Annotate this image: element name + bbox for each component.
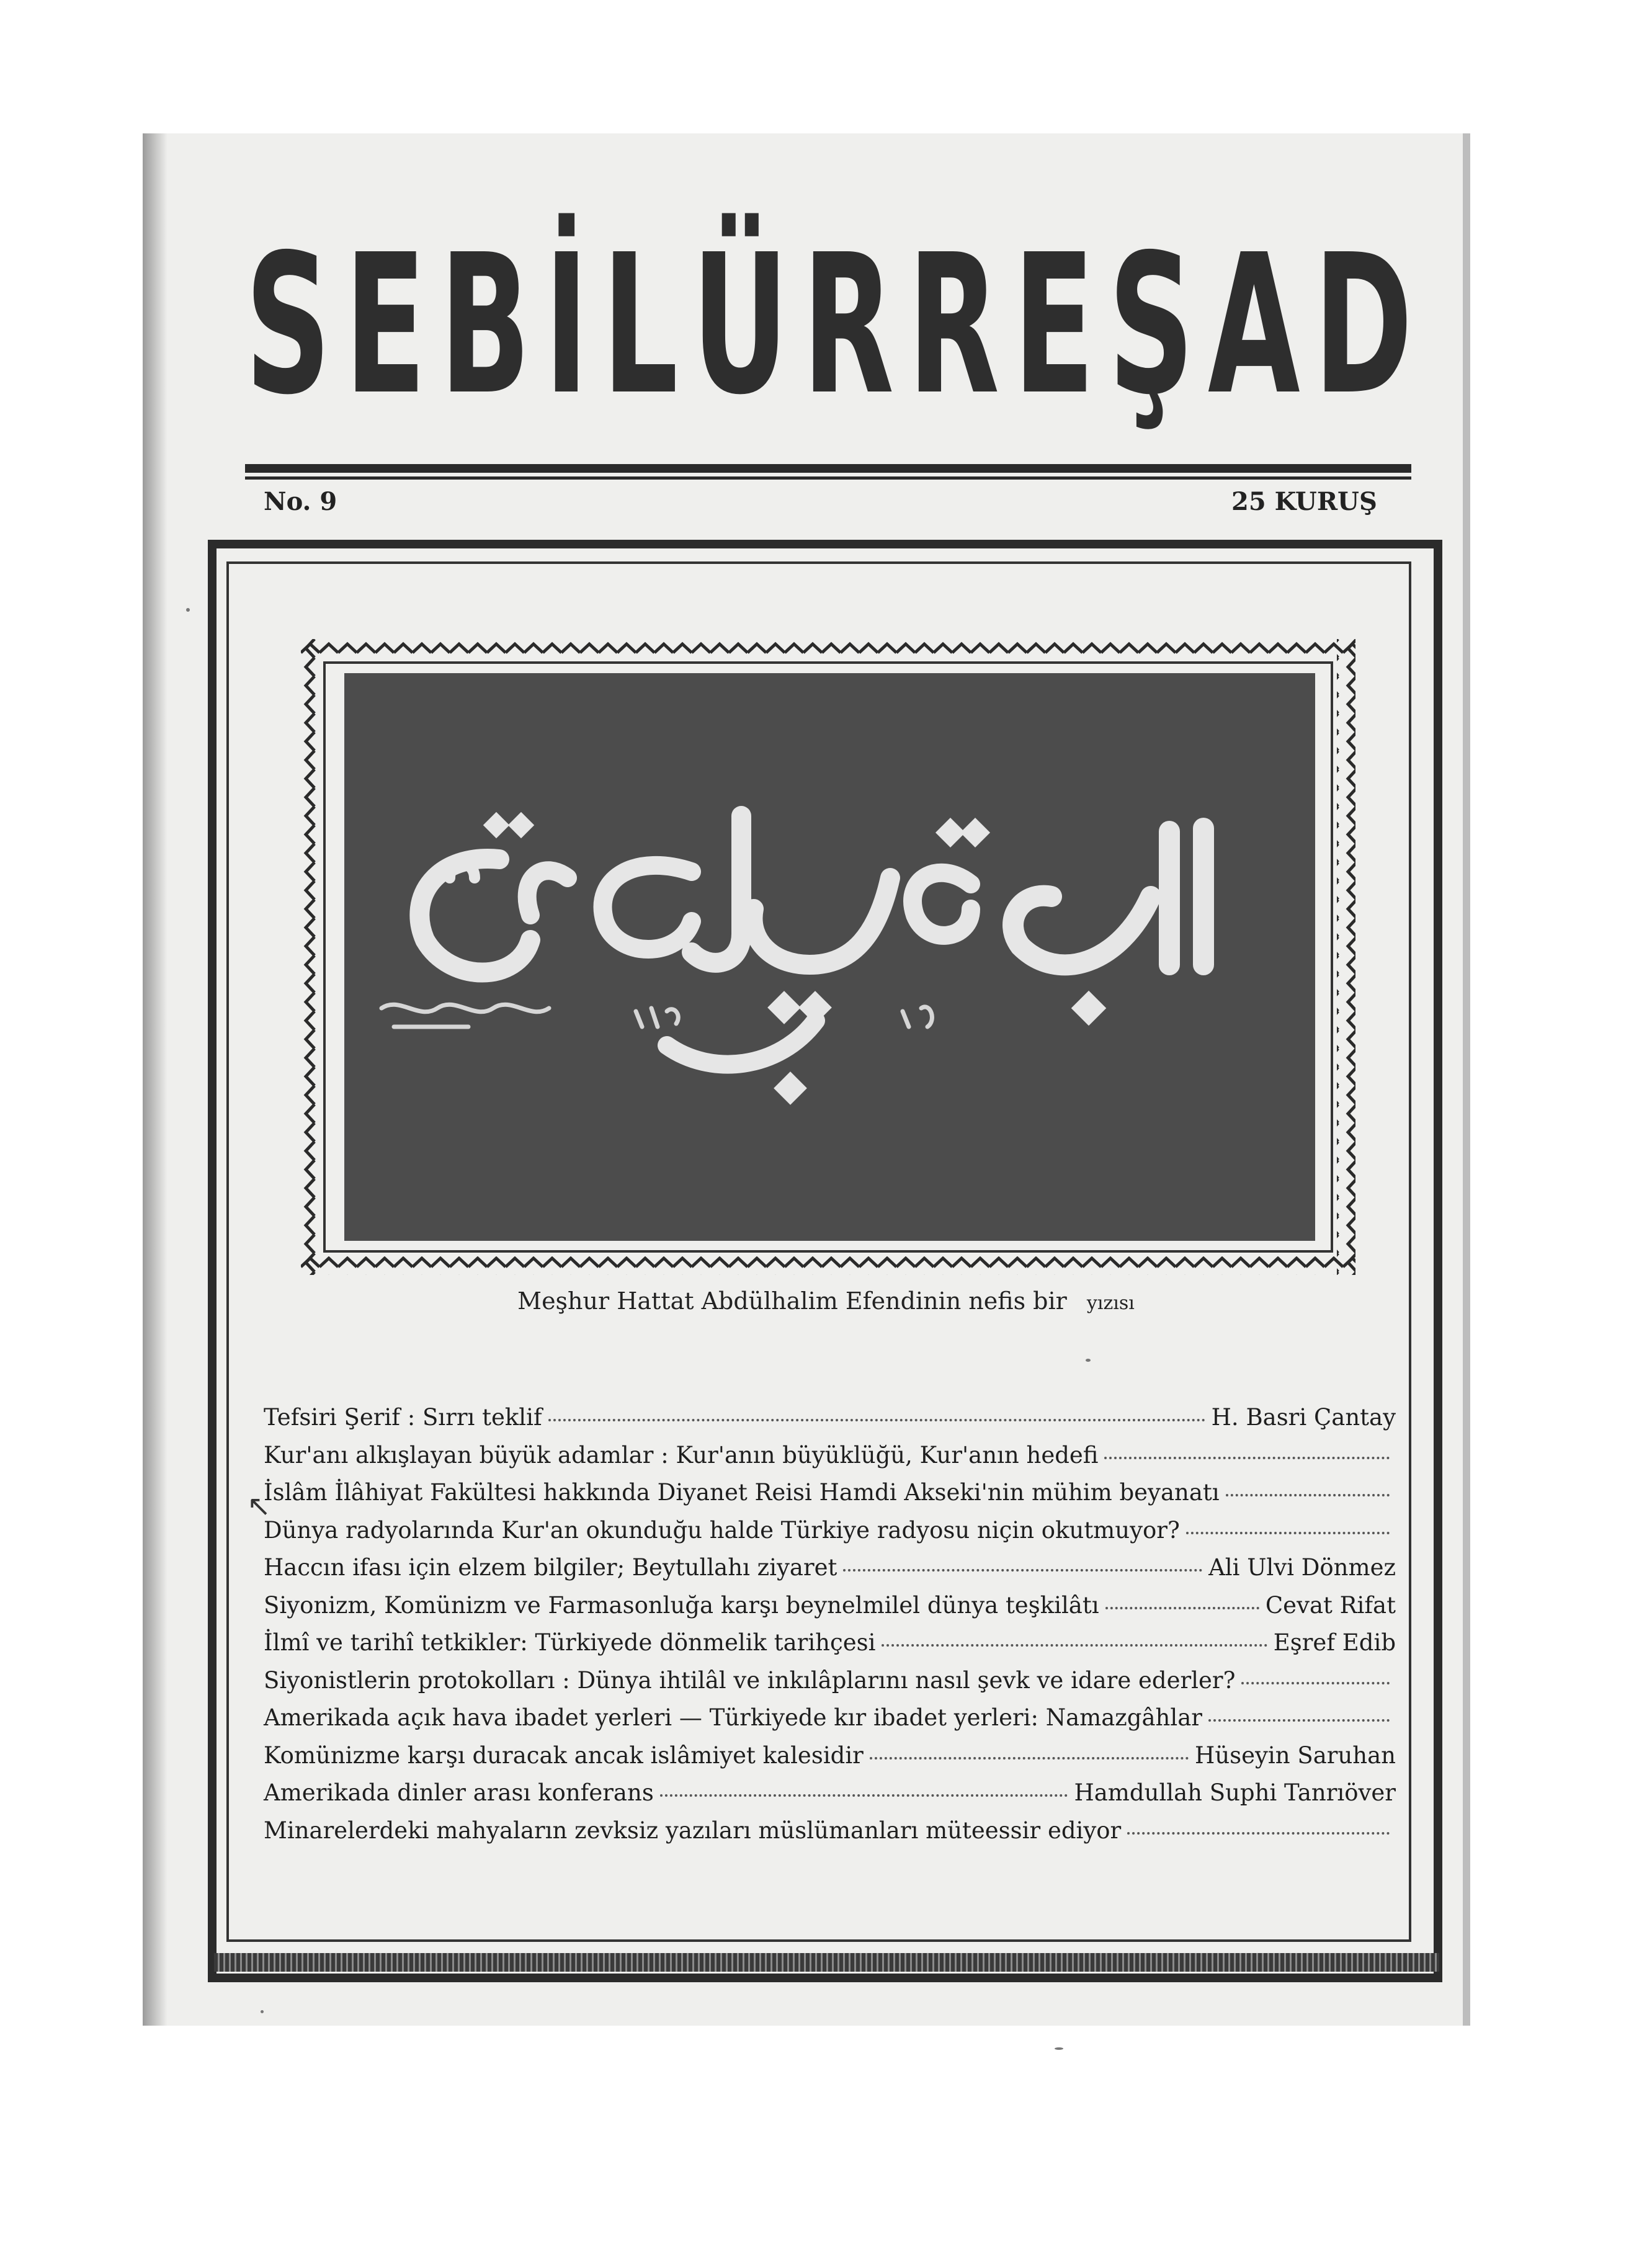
toc-leader (1127, 1832, 1390, 1835)
masthead-letter: İ (544, 213, 586, 437)
toc-author: Hüseyin Saruhan (1195, 1742, 1396, 1769)
handwritten-mark: ↖ (247, 1489, 271, 1522)
toc-row (264, 1662, 1396, 1700)
scan-speck (1086, 1359, 1091, 1362)
toc-row (264, 1474, 1396, 1512)
toc-row (264, 1812, 1396, 1850)
scan-speck (261, 2010, 264, 2013)
toc-title: Kur'anı alkışlayan büyük adamlar : Kur'anın büyüklüğü, Kur'anın hedefi (264, 1441, 1099, 1469)
toc-title: Siyonizm, Komünizm ve Farmasonluğa karşı beynelmilel dünya teşkilâtı (264, 1591, 1099, 1619)
masthead-rule-thin (245, 476, 1411, 480)
masthead-letter: E (344, 213, 424, 437)
masthead-letter: S (245, 213, 329, 437)
toc-leader (660, 1794, 1068, 1797)
toc-row (264, 1624, 1396, 1662)
masthead-rule-thick (245, 464, 1411, 473)
toc-author: Cevat Rifat (1265, 1591, 1396, 1619)
toc-title: Dünya radyolarında Kur'an okunduğu halde Türkiye radyosu niçin okutmuyor? (264, 1516, 1180, 1544)
toc-leader (1226, 1494, 1390, 1496)
toc-title: İslâm İlâhiyat Fakültesi hakkında Diyanet Reisi Hamdi Akseki'nin mühim beyanatı (264, 1479, 1220, 1506)
toc-leader (882, 1644, 1267, 1647)
toc-title: Siyonistlerin protokolları : Dünya ihtilâl ve inkılâplarını nasıl şevk ve idare ederler? (264, 1666, 1236, 1694)
masthead-letter: E (1013, 213, 1092, 437)
toc-row (264, 1699, 1396, 1737)
masthead-letter: D (1313, 213, 1411, 437)
masthead-letter: Ü (692, 213, 787, 437)
toc-row (264, 1512, 1396, 1550)
masthead-letter: L (602, 213, 676, 437)
toc-leader (1105, 1607, 1259, 1609)
toc-title: Tefsiri Şerif : Sırrı teklif (264, 1404, 542, 1431)
masthead-letter: A (1207, 213, 1298, 437)
plate-caption (0, 1287, 1652, 1315)
toc-author: H. Basri Çantay (1211, 1404, 1396, 1431)
toc-leader (1186, 1532, 1390, 1534)
toc-author: Ali Ulvi Dönmez (1208, 1554, 1396, 1581)
toc-title: Amerikada açık hava ibadet yerleri — Türkiyede kır ibadet yerleri: Namazgâhlar (264, 1704, 1202, 1731)
masthead-letter: B (439, 213, 529, 437)
binding-shadow (143, 133, 167, 2026)
toc-leader (1104, 1457, 1390, 1459)
masthead-letter: R (802, 213, 892, 437)
toc-title: İlmî ve tarihî tetkikler: Türkiyede dönmelik tarihçesi (264, 1629, 876, 1656)
toc-leader (843, 1569, 1202, 1572)
issue-number: No. 9 (264, 487, 337, 516)
toc-row (264, 1437, 1396, 1475)
toc-row (264, 1587, 1396, 1625)
toc-leader (1241, 1682, 1390, 1684)
toc-title: Haccın ifası için elzem bilgiler; Beytullahı ziyaret (264, 1554, 837, 1581)
toc-row (264, 1774, 1396, 1812)
toc-leader (1208, 1719, 1390, 1722)
masthead-letter: R (908, 213, 998, 437)
toc-title: Minarelerdeki mahyaların zevksiz yazıları müslümanları müteessir ediyor (264, 1817, 1122, 1844)
frame-bottom-band (214, 1953, 1439, 1972)
toc-title: Amerikada dinler arası konferans (264, 1779, 654, 1806)
toc-row (264, 1399, 1396, 1437)
toc-row (264, 1737, 1396, 1775)
toc-leader (870, 1757, 1189, 1759)
issue-price: 25 KURUŞ (1231, 487, 1377, 516)
toc-row (264, 1549, 1396, 1587)
toc-author: Eşref Edib (1273, 1629, 1396, 1656)
calligraphy-plate (344, 673, 1315, 1241)
toc-leader (548, 1419, 1205, 1421)
masthead-letter: Ş (1108, 213, 1192, 437)
scan-speck (1055, 2047, 1063, 2050)
masthead-title (245, 214, 1411, 437)
table-of-contents (264, 1399, 1396, 1849)
plate-caption-tail: yızısı (1086, 1292, 1135, 1314)
scan-speck (186, 608, 190, 612)
plate-caption-main: Meşhur Hattat Abdülhalim Efendinin nefis bir (517, 1287, 1067, 1315)
toc-title: Komünizme karşı duracak ancak islâmiyet kalesidir (264, 1742, 864, 1769)
toc-author: Hamdullah Suphi Tanrıöver (1074, 1779, 1396, 1806)
